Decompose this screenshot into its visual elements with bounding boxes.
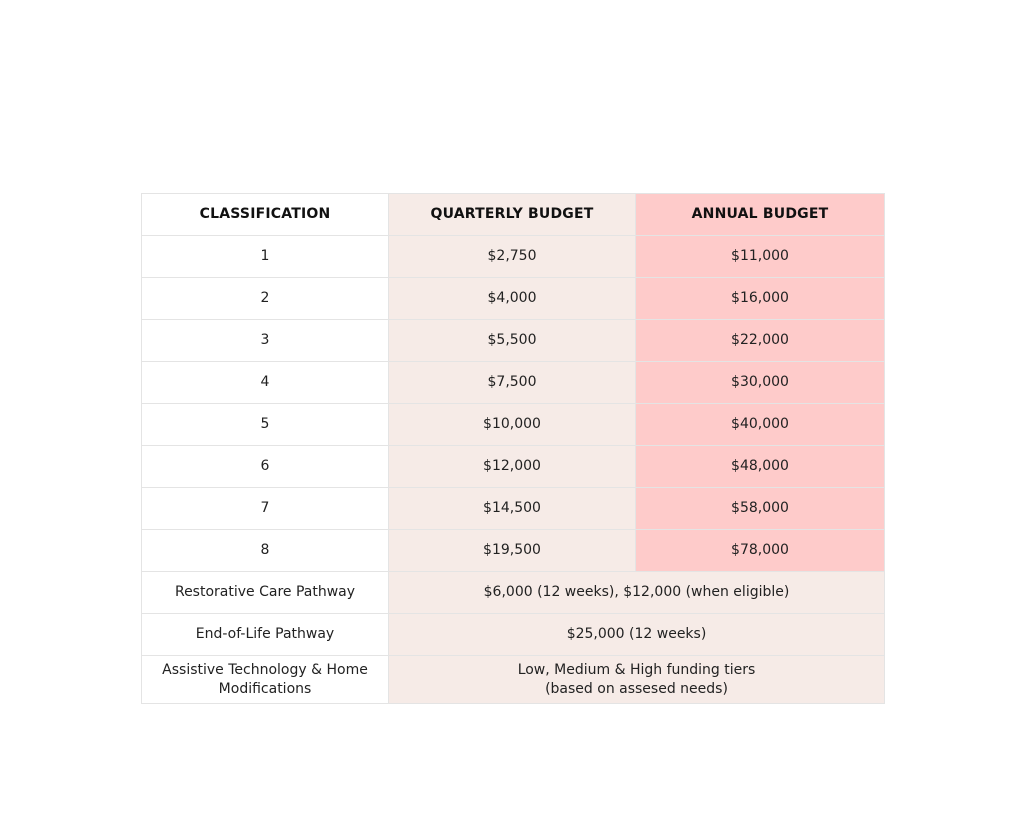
assistive-funding-line1: Low, Medium & High funding tiers bbox=[517, 661, 756, 678]
header-quarterly-budget: QUARTERLY BUDGET bbox=[389, 194, 636, 236]
pathway-funding-cell: $25,000 (12 weeks) bbox=[389, 614, 885, 656]
table-row bbox=[142, 404, 885, 446]
quarterly-budget-cell: $2,750 bbox=[389, 236, 636, 278]
table-row bbox=[142, 320, 885, 362]
annual-budget-cell: $78,000 bbox=[636, 530, 885, 572]
annual-budget-cell: $11,000 bbox=[636, 236, 885, 278]
annual-budget-cell: $48,000 bbox=[636, 446, 885, 488]
table-row bbox=[142, 488, 885, 530]
table-row bbox=[142, 446, 885, 488]
quarterly-budget-cell: $19,500 bbox=[389, 530, 636, 572]
annual-budget-cell: $40,000 bbox=[636, 404, 885, 446]
budget-table bbox=[141, 193, 885, 704]
assistive-label-line2: Modifications bbox=[218, 680, 312, 697]
quarterly-budget-cell: $7,500 bbox=[389, 362, 636, 404]
classification-cell: 4 bbox=[142, 362, 389, 404]
classification-cell: 2 bbox=[142, 278, 389, 320]
classification-cell: 7 bbox=[142, 488, 389, 530]
table-row bbox=[142, 362, 885, 404]
table-row bbox=[142, 278, 885, 320]
classification-cell: 1 bbox=[142, 236, 389, 278]
pathway-label-cell: End-of-Life Pathway bbox=[142, 614, 389, 656]
classification-cell: 6 bbox=[142, 446, 389, 488]
table-row bbox=[142, 236, 885, 278]
assistive-funding-cell bbox=[389, 656, 885, 704]
classification-cell: 3 bbox=[142, 320, 389, 362]
quarterly-budget-cell: $5,500 bbox=[389, 320, 636, 362]
pathway-funding-cell: $6,000 (12 weeks), $12,000 (when eligible) bbox=[389, 572, 885, 614]
table-header-row bbox=[142, 194, 885, 236]
quarterly-budget-cell: $10,000 bbox=[389, 404, 636, 446]
quarterly-budget-cell: $4,000 bbox=[389, 278, 636, 320]
annual-budget-cell: $30,000 bbox=[636, 362, 885, 404]
pathway-row bbox=[142, 572, 885, 614]
classification-cell: 5 bbox=[142, 404, 389, 446]
table-row bbox=[142, 530, 885, 572]
pathway-row bbox=[142, 614, 885, 656]
annual-budget-cell: $22,000 bbox=[636, 320, 885, 362]
pathway-label-cell: Restorative Care Pathway bbox=[142, 572, 389, 614]
annual-budget-cell: $58,000 bbox=[636, 488, 885, 530]
assistive-label-line1: Assistive Technology & Home bbox=[162, 661, 368, 678]
quarterly-budget-cell: $14,500 bbox=[389, 488, 636, 530]
header-annual-budget: ANNUAL BUDGET bbox=[636, 194, 885, 236]
classification-cell: 8 bbox=[142, 530, 389, 572]
assistive-funding-line2: (based on assesed needs) bbox=[545, 680, 728, 697]
assistive-row bbox=[142, 656, 885, 704]
assistive-label-cell bbox=[142, 656, 389, 704]
header-classification: CLASSIFICATION bbox=[142, 194, 389, 236]
quarterly-budget-cell: $12,000 bbox=[389, 446, 636, 488]
annual-budget-cell: $16,000 bbox=[636, 278, 885, 320]
